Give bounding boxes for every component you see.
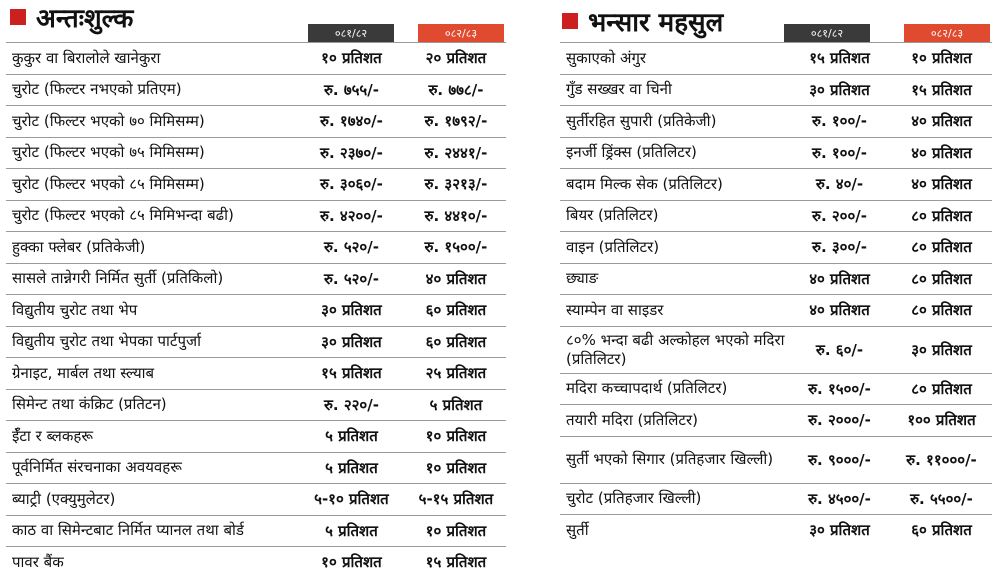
new-rate: १५ प्रतिशत (911, 80, 972, 99)
old-rate: ४० प्रतिशत (809, 269, 870, 288)
row-label: ईँटा र ब्लकहरू (12, 426, 93, 445)
old-rate: रु. ३०६०/- (320, 175, 383, 194)
old-rate: ३० प्रतिशत (321, 301, 382, 320)
new-rate: ५ प्रतिशत (429, 395, 483, 414)
row-label: छ्याङ (566, 269, 599, 288)
old-rate: रु. ४२००/- (320, 206, 383, 225)
old-rate: १५ प्रतिशत (321, 364, 382, 383)
row-label: विद्युतीय चुरोट तथा भेपका पार्टपुर्जा (12, 332, 201, 351)
customs-title (562, 4, 723, 38)
new-rate: ८० प्रतिशत (911, 238, 972, 257)
old-rate: रु. १००/- (811, 143, 867, 162)
table-row (560, 231, 992, 263)
customs-col-old: ०८१/८२ (784, 24, 870, 42)
old-rate: रु. १७४०/- (320, 112, 383, 131)
excise-col-new: ०८२/८३ (418, 24, 504, 42)
row-label: मदिरा कच्चापदार्थ (प्रतिलिटर) (566, 379, 728, 398)
new-rate: रु. ११०००/- (906, 450, 977, 469)
new-rate: २० प्रतिशत (425, 49, 487, 68)
row-label: चुरोट (प्रतिहजार खिल्ली) (566, 489, 702, 508)
new-rate: १५ प्रतिशत (425, 553, 487, 572)
table-row (560, 263, 992, 295)
new-rate: ४० प्रतिशत (425, 269, 487, 288)
old-rate: ५ प्रतिशत (325, 458, 378, 477)
row-label: कुकुर वा बिरालोले खानेकुरा (12, 48, 161, 67)
new-rate: १० प्रतिशत (425, 521, 487, 540)
old-rate: ३० प्रतिशत (809, 521, 870, 540)
new-rate: रु. ३२१३/- (424, 175, 488, 194)
old-rate: ३० प्रतिशत (809, 80, 870, 99)
row-label: बदाम मिल्क सेक (प्रतिलिटर) (566, 174, 723, 193)
old-rate: रु. ६०/- (815, 340, 864, 359)
square-bullet-icon (562, 13, 578, 29)
table-row (560, 74, 992, 106)
excise-title (10, 0, 133, 34)
table-row (6, 420, 506, 452)
old-rate: रु. ५२०/- (323, 269, 379, 288)
excise-table (6, 42, 506, 578)
table-row (6, 452, 506, 484)
new-rate: ८० प्रतिशत (911, 379, 972, 398)
new-rate: ६० प्रतिशत (425, 332, 487, 351)
table-row (6, 294, 506, 326)
table-row (6, 137, 506, 169)
old-rate: ३० प्रतिशत (321, 332, 382, 351)
table-row (560, 105, 992, 137)
old-rate: रु. १००/- (811, 112, 867, 131)
row-label: हुक्का फ्लेबर (प्रतिकेजी) (12, 237, 146, 256)
old-rate: रु. ३००/- (811, 238, 867, 257)
old-rate: रु. ४५००/- (808, 489, 871, 508)
table-row (560, 404, 992, 436)
table-row (560, 373, 992, 405)
new-rate: १० प्रतिशत (911, 49, 972, 68)
table-row (560, 514, 992, 546)
table-row (6, 105, 506, 137)
old-rate: १० प्रतिशत (321, 553, 382, 572)
row-label: ग्रेनाइट, मार्बल तथा स्ल्याब (12, 363, 155, 382)
table-row (6, 326, 506, 358)
new-rate: ८० प्रतिशत (911, 206, 972, 225)
row-label: पूर्वनिर्मित संरचनाका अवयवहरू (12, 458, 182, 477)
new-rate: रु. ७७८/- (428, 80, 484, 99)
old-rate: रु. ७५५/- (323, 80, 379, 99)
new-rate: ४० प्रतिशत (911, 143, 972, 162)
table-row (6, 74, 506, 106)
table-row (6, 200, 506, 232)
table-row (6, 168, 506, 200)
old-rate: रु. ९०००/- (808, 450, 871, 469)
new-rate: रु. १५००/- (424, 238, 488, 257)
row-label: सुर्ती (566, 520, 589, 539)
new-rate: १०० प्रतिशत (907, 411, 976, 430)
new-rate: रु. २४४१/- (424, 143, 488, 162)
new-rate: ५-१५ प्रतिशत (418, 490, 494, 509)
row-label: इनर्जी ड्रिंक्स (प्रतिलिटर) (566, 143, 697, 162)
old-rate: ४० प्रतिशत (809, 301, 870, 320)
row-label: काठ वा सिमेन्टबाट निर्मित प्यानल तथा बोर्ड (12, 521, 244, 540)
old-rate: ५ प्रतिशत (325, 521, 378, 540)
row-label: सिमेन्ट तथा कंक्रिट (प्रतिटन) (12, 395, 167, 414)
row-label: विद्युतीय चुरोट तथा भेप (12, 300, 138, 319)
old-rate: रु. २०००/- (808, 411, 871, 430)
old-rate: ५-१० प्रतिशत (314, 490, 389, 509)
new-rate: रु. १७९२/- (424, 112, 488, 131)
table-row (560, 200, 992, 232)
new-rate: ३० प्रतिशत (911, 340, 972, 359)
row-label: ८०% भन्दा बढी अल्कोहल भएको मदिरा (प्रतिलिटर) (566, 330, 785, 368)
table-row (560, 168, 992, 200)
old-rate: रु. २२०/- (323, 395, 379, 414)
old-rate: रु. १५००/- (808, 379, 871, 398)
square-bullet-icon (10, 9, 26, 25)
row-label: चुरोट (फिल्टर भएको ८५ मिमिसम्म) (12, 174, 205, 193)
new-rate: २५ प्रतिशत (425, 364, 487, 383)
row-label: पावर बैंक (12, 552, 64, 571)
new-rate: १० प्रतिशत (425, 427, 487, 446)
new-rate: ४० प्रतिशत (911, 112, 972, 131)
new-rate: रु. ४४१०/- (424, 206, 488, 225)
table-row (6, 357, 506, 389)
row-label: तयारी मदिरा (प्रतिलिटर) (566, 410, 698, 429)
new-rate: ८० प्रतिशत (911, 301, 972, 320)
row-label: स्याम्पेन वा साइडर (566, 300, 664, 319)
new-rate: १० प्रतिशत (425, 458, 487, 477)
new-rate: रु. ५५००/- (910, 489, 973, 508)
table-row (560, 436, 992, 483)
table-row (6, 263, 506, 295)
excise-title-text: अन्तःशुल्क (36, 4, 134, 34)
excise-col-old: ०८१/८२ (308, 24, 394, 42)
row-label: चुरोट (फिल्टर भएको ८५ मिमिभन्दा बढी) (12, 206, 234, 225)
table-row (560, 137, 992, 169)
row-label: बियर (प्रतिलिटर) (566, 206, 659, 225)
row-label: वाइन (प्रतिलिटर) (566, 237, 660, 256)
row-label: गुँड सख्खर वा चिनी (566, 80, 672, 99)
customs-title-text: भन्सार महसुल (588, 8, 724, 38)
table-row (6, 546, 506, 578)
table-row (6, 42, 506, 74)
row-label: चुरोट (फिल्टर भएको ७५ मिमिसम्म) (12, 143, 205, 162)
row-label: ब्याट्री (एक्युमुलेटर) (12, 489, 116, 508)
row-label: चुरोट (फिल्टर नभएको प्रतिएम) (12, 80, 182, 99)
table-row (6, 231, 506, 263)
old-rate: रु. ५२०/- (323, 238, 379, 257)
table-row (6, 515, 506, 547)
row-label: सुर्तीरहित सुपारी (प्रतिकेजी) (566, 111, 717, 130)
old-rate: १० प्रतिशत (321, 49, 382, 68)
table-row (560, 483, 992, 515)
old-rate: रु. ४०/- (815, 175, 864, 194)
customs-col-new: ०८२/८३ (904, 24, 990, 42)
row-label: सासले तान्नेगरी निर्मित सुर्ती (प्रतिकिलो) (12, 269, 224, 288)
table-row (560, 294, 992, 326)
old-rate: रु. २००/- (811, 206, 867, 225)
new-rate: ४० प्रतिशत (911, 175, 972, 194)
customs-table (560, 42, 992, 546)
row-label: चुरोट (फिल्टर भएको ७० मिमिसम्म) (12, 111, 205, 130)
old-rate: १५ प्रतिशत (809, 49, 870, 68)
table-row (560, 42, 992, 74)
old-rate: रु. २३७०/- (320, 143, 383, 162)
table-row (6, 389, 506, 421)
new-rate: ८० प्रतिशत (911, 269, 972, 288)
new-rate: ६० प्रतिशत (911, 521, 972, 540)
row-label: सुकाएको अंगुर (566, 48, 647, 67)
table-row (560, 326, 992, 373)
new-rate: ६० प्रतिशत (425, 301, 487, 320)
row-label: सुर्ती भएको सिगार (प्रतिहजार खिल्ली) (566, 450, 774, 468)
old-rate: ५ प्रतिशत (325, 427, 378, 446)
table-row (6, 483, 506, 515)
